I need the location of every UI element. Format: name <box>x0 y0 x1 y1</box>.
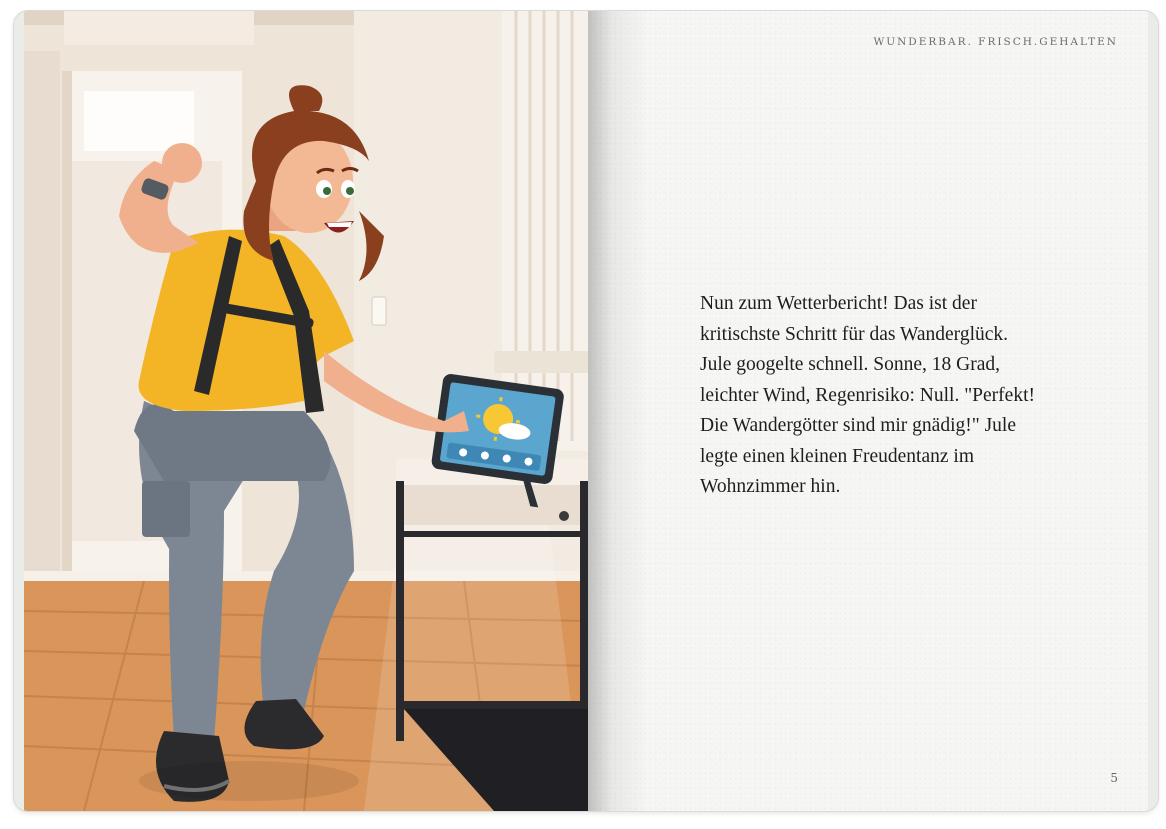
book-spread <box>14 11 1158 811</box>
page-number: 5 <box>1110 771 1118 785</box>
right-page <box>588 11 1148 811</box>
gutter-shadow <box>588 11 648 811</box>
hiker-illustration <box>24 11 588 811</box>
left-page-illustration <box>24 11 588 811</box>
story-text: Nun zum Wetterbericht! Das ist der kritischste Schritt für das Wanderglück. Jule googelte schnell. Sonne, 18 Grad, leichter Wind, Regenrisiko: Null. "Perfekt! Die Wandergötter sind mir gnädig!" Jule legte einen kleinen Freudentanz im Wohnzimmer hin. <box>700 293 1035 497</box>
running-head: WUNDERBAR. FRISCH.GEHALTEN <box>873 36 1118 48</box>
